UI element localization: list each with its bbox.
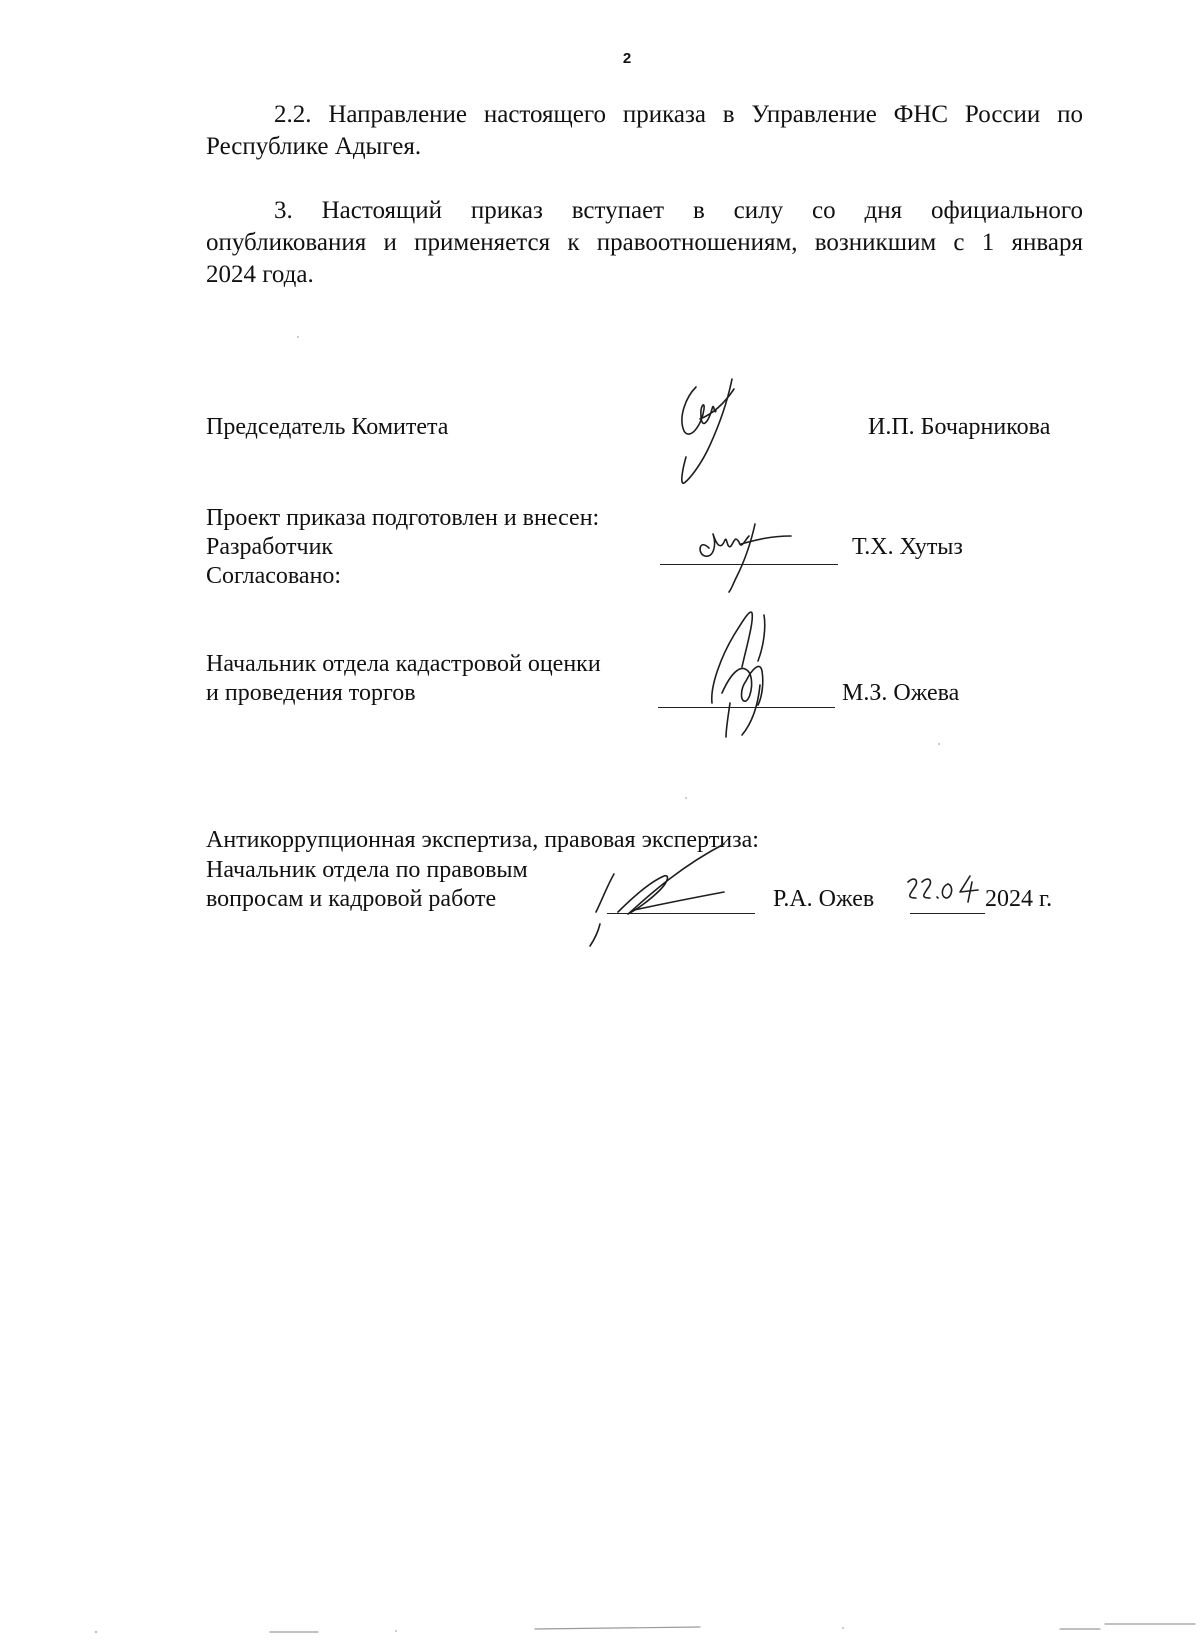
- clause-2-2-line-1: 2.2. Направление настоящего приказа в Управление ФНС России по: [274, 101, 1083, 128]
- developer-name: Т.Х. Хутыз: [852, 534, 963, 560]
- cadastral-position-line-1: Начальник отдела кадастровой оценки: [206, 651, 601, 677]
- agreed-label: Согласовано:: [206, 563, 342, 589]
- legal-heading: Антикоррупционная экспертиза, правовая экспертиза:: [206, 827, 759, 853]
- cadastral-position-line-2: и проведения торгов: [206, 680, 416, 706]
- clause-3-line-2: опубликования и применяется к правоотношениям, возникшим с 1 января: [206, 229, 1083, 256]
- legal-position-line-1: Начальник отдела по правовым: [206, 857, 528, 883]
- developer-label: Разработчик: [206, 534, 334, 560]
- chairman-name: И.П. Бочарникова: [868, 414, 1051, 440]
- legal-position-line-2: вопросам и кадровой работе: [206, 886, 497, 912]
- prepared-heading: Проект приказа подготовлен и внесен:: [206, 505, 600, 531]
- clause-3-line-1: 3. Настоящий приказ вступает в силу со дня официального: [274, 197, 1083, 224]
- legal-name: Р.А. Ожев: [773, 886, 875, 912]
- cadastral-name: М.З. Ожева: [842, 680, 960, 706]
- chairman-position: Председатель Комитета: [206, 414, 449, 440]
- legal-year: 2024 г.: [985, 886, 1053, 912]
- clause-3-line-3: 2024 года.: [206, 261, 314, 288]
- clause-2-2-line-2: Республике Адыгея.: [206, 133, 422, 160]
- page-number: 2: [622, 50, 632, 67]
